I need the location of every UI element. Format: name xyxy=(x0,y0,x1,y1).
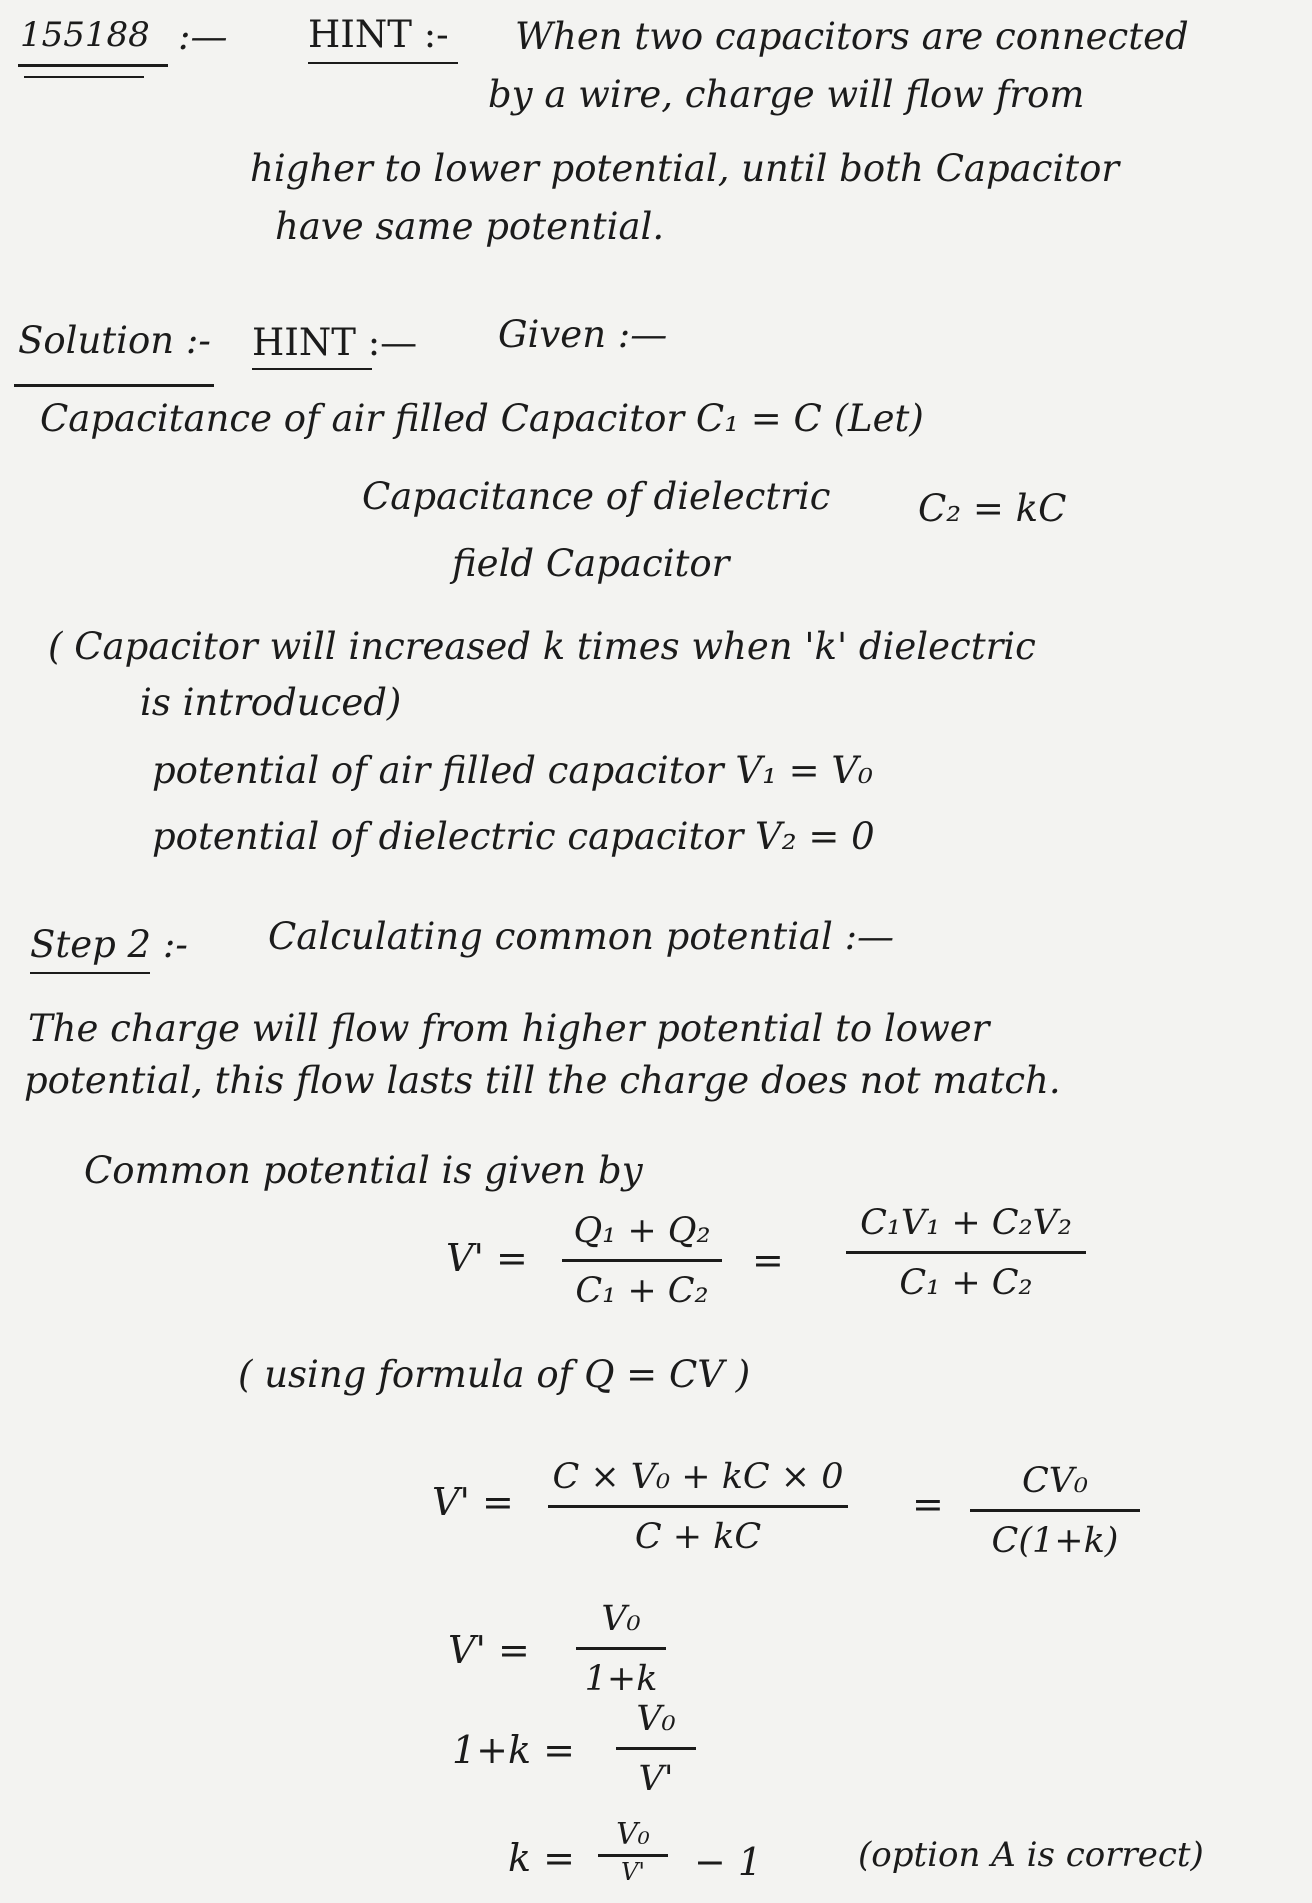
eq2-bar-2 xyxy=(970,1509,1140,1512)
eq5-tail: − 1 xyxy=(694,1840,763,1884)
given-line-6: potential of air filled capacitor V₁ = V₀ xyxy=(152,749,873,792)
eq3-bar xyxy=(576,1647,666,1650)
given-line-7: potential of dielectric capacitor V₂ = 0 xyxy=(152,815,875,858)
common-potential-line: Common potential is given by xyxy=(84,1149,643,1192)
eq2-num-1: C × V₀ + kC × 0 xyxy=(552,1457,844,1497)
given-line-3: field Capacitor xyxy=(452,542,730,585)
step2-title: Calculating common potential :— xyxy=(268,915,895,958)
hint-underline xyxy=(308,62,458,64)
solution-underline xyxy=(14,384,214,387)
given-line-1: Capacitance of air filled Capacitor C₁ = C (Let) xyxy=(40,397,924,440)
eq2-fraction-2 xyxy=(970,1462,1140,1560)
eq1-den-2: C₁ + C₂ xyxy=(899,1262,1033,1303)
given-label: Given :— xyxy=(498,313,668,356)
eq2-num-2: CV₀ xyxy=(1021,1461,1089,1501)
eq1-num-2: C₁V₁ + C₂V₂ xyxy=(860,1203,1072,1243)
eq1-fraction-1 xyxy=(562,1212,722,1310)
eq1-lhs: V' = xyxy=(446,1236,528,1280)
eq4-fraction xyxy=(616,1700,696,1798)
para-line-2: potential, this flow lasts till the charge does not match. xyxy=(24,1059,1061,1102)
hint-line-2: by a wire, charge will flow from xyxy=(488,73,1085,116)
eq2-bar-1 xyxy=(548,1505,848,1508)
given-line-2b: C₂ = kC xyxy=(918,487,1067,530)
eq5-bar xyxy=(598,1854,668,1857)
hint2-underline xyxy=(252,368,372,370)
formula-note: ( using formula of Q = CV ) xyxy=(238,1353,751,1396)
answer-note: (option A is correct) xyxy=(858,1835,1204,1875)
eq2-lhs: V' = xyxy=(432,1480,514,1524)
eq1-fraction-2 xyxy=(846,1204,1086,1302)
question-id: 155188 xyxy=(20,15,150,55)
eq1-num-1: Q₁ + Q₂ xyxy=(573,1211,711,1251)
step2-underline xyxy=(30,972,150,974)
eq2-fraction-1 xyxy=(548,1458,848,1556)
id-underline xyxy=(18,64,168,67)
eq4-bar xyxy=(616,1747,696,1750)
eq3-fraction xyxy=(576,1600,666,1698)
eq3-den: 1+k xyxy=(584,1658,658,1699)
given-line-5: is introduced) xyxy=(140,681,402,724)
eq4-num: V₀ xyxy=(636,1699,676,1739)
solution-label: Solution :- xyxy=(18,319,211,362)
eq4-den: V' xyxy=(638,1758,674,1799)
hint-label: HINT :- xyxy=(308,13,449,56)
hint2-label: HINT :— xyxy=(252,321,418,364)
eq1-mid: = xyxy=(752,1238,784,1282)
hint-line-1: When two capacitors are connected xyxy=(515,15,1189,58)
eq3-lhs: V' = xyxy=(448,1628,530,1672)
eq2-den-2: C(1+k) xyxy=(991,1520,1119,1561)
id-separator: :— xyxy=(178,15,228,58)
given-line-4: ( Capacitor will increased k times when 'k' dielectric xyxy=(48,625,1036,668)
eq3-num: V₀ xyxy=(601,1599,641,1639)
eq2-mid: = xyxy=(912,1482,944,1526)
eq1-bar-2 xyxy=(846,1251,1086,1254)
eq2-den-1: C + kC xyxy=(634,1516,762,1557)
eq5-fraction xyxy=(598,1818,668,1885)
eq1-den-1: C₁ + C₂ xyxy=(575,1270,709,1311)
hint-line-3: higher to lower potential, until both Capacitor xyxy=(250,147,1120,190)
eq5-den: V' xyxy=(621,1858,645,1886)
eq4-lhs: 1+k = xyxy=(452,1728,575,1772)
eq5-num: V₀ xyxy=(616,1817,650,1852)
eq5-lhs: k = xyxy=(508,1836,575,1880)
para-line-1: The charge will flow from higher potential to lower xyxy=(28,1007,990,1050)
eq1-bar-1 xyxy=(562,1259,722,1262)
step2-label: Step 2 :- xyxy=(30,923,188,966)
hint-line-4: have same potential. xyxy=(275,205,665,248)
id-underline-2 xyxy=(24,76,144,78)
given-line-2a: Capacitance of dielectric xyxy=(362,475,831,518)
